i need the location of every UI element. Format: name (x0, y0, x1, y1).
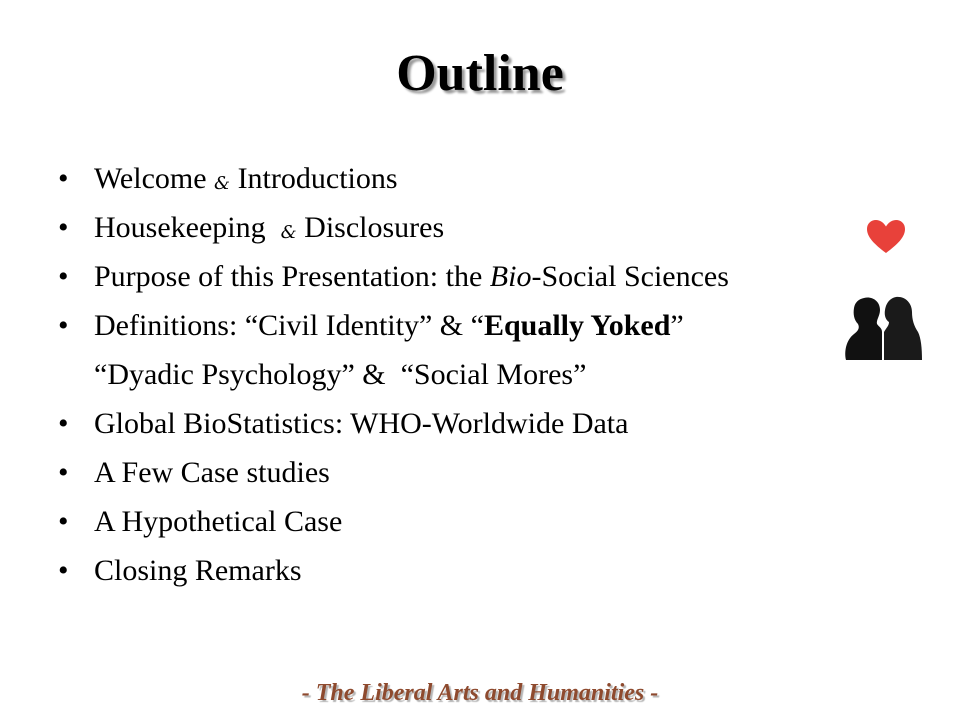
bullet-icon: • (58, 260, 69, 293)
list-item-text: Purpose of this Presentation: the Bio-Social Sciences (94, 260, 729, 293)
list-item (58, 399, 938, 448)
list-item (58, 448, 938, 497)
bullet-icon: • (58, 309, 69, 342)
bullet-icon: • (58, 407, 69, 440)
bullet-icon: • (58, 554, 69, 587)
list-item-continuation (58, 350, 938, 399)
list-item (58, 301, 938, 350)
slide-title: Outline (396, 45, 564, 102)
list-item (58, 252, 938, 301)
bullet-icon: • (58, 211, 69, 244)
bullet-icon: • (58, 456, 69, 489)
list-item (58, 154, 938, 203)
list-item (58, 497, 938, 546)
list-item-text: A Hypothetical Case (94, 505, 343, 538)
heart-icon (866, 219, 906, 255)
outline-list (58, 154, 938, 595)
list-item-text: Definitions: “Civil Identity” & “Equally Yoked” (94, 309, 684, 342)
couple-silhouette-icon (842, 294, 924, 362)
list-item-text: Housekeeping & Disclosures (94, 211, 445, 244)
bullet-icon: • (58, 162, 69, 195)
list-item-text: “Dyadic Psychology” & “Social Mores” (94, 358, 587, 391)
list-item-text: Global BioStatistics: WHO-Worldwide Data (94, 407, 629, 440)
footer-text: - The Liberal Arts and Humanities - (301, 680, 659, 706)
list-item-text: Welcome & Introductions (94, 162, 398, 195)
list-item (58, 203, 938, 252)
list-item (58, 546, 938, 595)
list-item-text: A Few Case studies (94, 456, 330, 489)
list-item-text: Closing Remarks (94, 554, 302, 587)
bullet-icon: • (58, 505, 69, 538)
